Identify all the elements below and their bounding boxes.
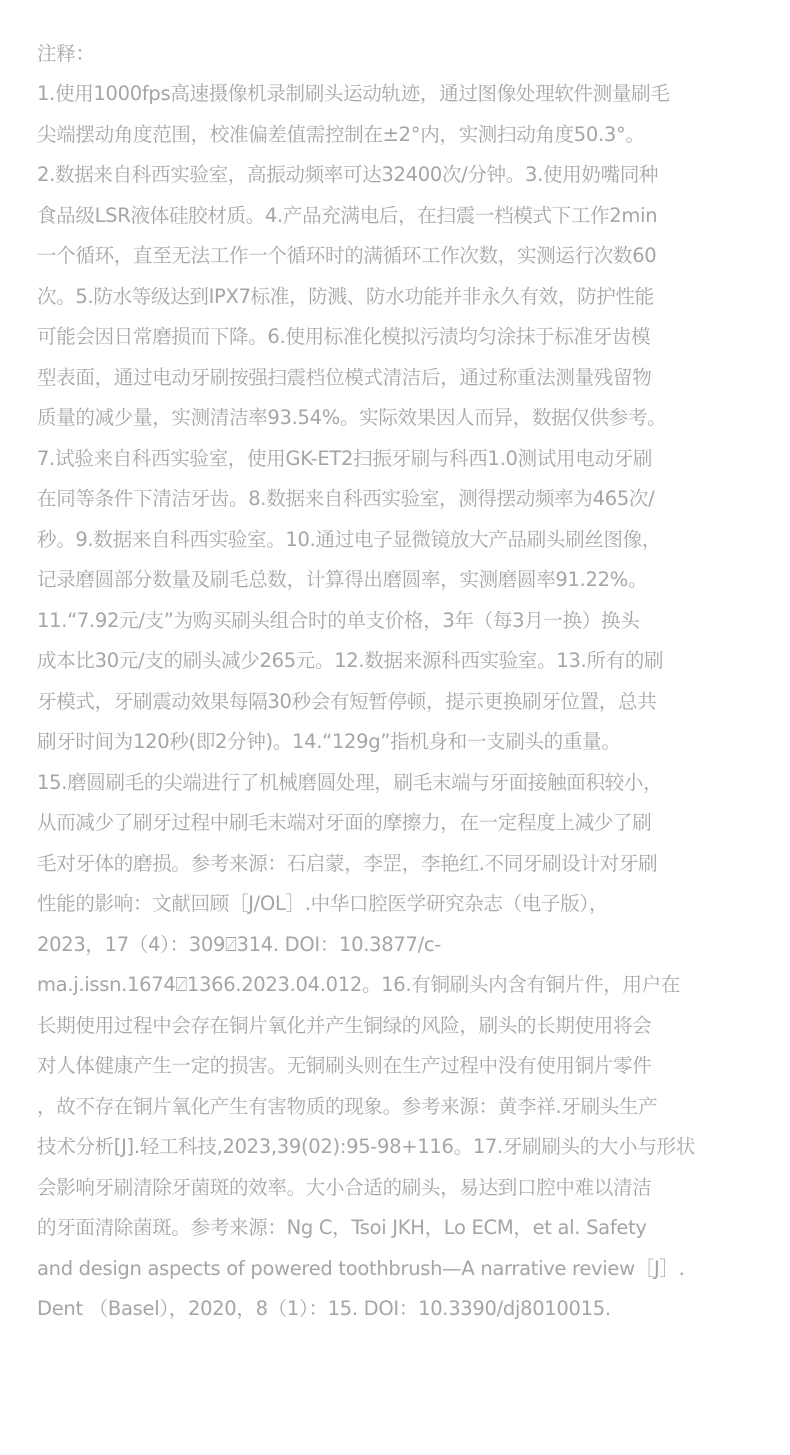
footnote-line: 成本比30元/支的刷头减少265元。12.数据来源科西实验室。13.所有的刷 xyxy=(37,649,664,672)
footnote-line: 2.数据来自科西实验室，高振动频率可达32400次/分钟。3.使用奶嘴同种 xyxy=(37,163,659,186)
footnote-line: 型表面，通过电动牙刷按强扫震档位模式清洁后，通过称重法测量残留物 xyxy=(37,365,652,389)
footnotes-title: 注释： xyxy=(37,42,95,65)
footnote-line: Dent （Basel），2020，8（1）：15. DOI：10.3390/dj8010015. xyxy=(37,1297,611,1320)
footnote-line: ，故不存在铜片氧化产生有害物质的现象。参考来源：黄李祥.牙刷头生产 xyxy=(37,1094,658,1118)
footnote-line: 次。5.防水等级达到IPX7标准，防溅、防水功能并非永久有效，防护性能 xyxy=(37,284,654,308)
footnote-line: 长期使用过程中会存在铜片氧化并产生铜绿的风险，刷头的长期使用将会 xyxy=(37,1013,652,1037)
footnote-line: 11.“7.92元/支”为购买刷头组合时的单支价格，3年（每3月一换）换头 xyxy=(37,608,640,632)
footnote-line: 2023，17（4）：309⍁314. DOI：10.3877/c- xyxy=(37,932,442,956)
footnote-line: 15.磨圆刷毛的尖端进行了机械磨圆处理，刷毛末端与牙面接触面积较小， xyxy=(37,770,663,794)
footnote-line: 从而减少了刷牙过程中刷毛末端对牙面的摩擦力，在一定程度上减少了刷 xyxy=(37,811,652,834)
footnote-line: 性能的影响：文献回顾［J/OL］.中华口腔医学研究杂志（电子版）， xyxy=(37,892,609,915)
footnote-line: 技术分析[J].轻工科技,2023,39(02):95-98+116。17.牙刷刷头的大小与形状 xyxy=(37,1135,695,1158)
footnote-line: 7.试验来自科西实验室，使用GK-ET2扫振牙刷与科西1.0测试用电动牙刷 xyxy=(37,446,653,470)
footnote-line: 在同等条件下清洁牙齿。8.数据来自科西实验室，测得摆动频率为465次/ xyxy=(37,487,655,510)
footnote-line: 毛对牙体的磨损。参考来源：石启蒙，李罡，李艳红.不同牙刷设计对牙刷 xyxy=(37,851,658,875)
footnote-line: 秒。9.数据来自科西实验室。10.通过电子显微镜放大产品刷头刷丝图像， xyxy=(37,527,662,551)
footnote-line: 质量的减少量，实测清洁率93.54%。实际效果因人而异，数据仅供参考。 xyxy=(37,406,667,429)
footnote-line: 记录磨圆部分数量及刷毛总数，计算得出磨圆率，实测磨圆率91.22%。 xyxy=(37,568,648,591)
footnote-line: 食品级LSR液体硅胶材质。4.产品充满电后，在扫震一档模式下工作2min xyxy=(37,203,658,227)
footnote-line: 对人体健康产生一定的损害。无铜刷头则在生产过程中没有使用铜片零件 xyxy=(37,1054,652,1077)
footnote-line: 牙模式，牙刷震动效果每隔30秒会有短暂停顿，提示更换刷牙位置，总共 xyxy=(37,689,657,713)
footnotes xyxy=(37,40,753,1336)
footnotes-body xyxy=(37,80,753,1336)
footnote-line: 可能会因日常磨损而下降。6.使用标准化模拟污渍均匀涂抹于标准牙齿模 xyxy=(37,325,651,348)
footnote-line: 尖端摆动角度范围，校准偏差值需控制在±2°内，实测扫动角度50.3°。 xyxy=(37,122,645,146)
footnote-line: 1.使用1000fps高速摄像机录制刷头运动轨迹，通过图像处理软件测量刷毛 xyxy=(37,82,670,105)
footnote-line: 的牙面清除菌斑。参考来源：Ng C，Tsoi JKH，Lo ECM，et al. Safety xyxy=(37,1216,647,1239)
footnote-line: ma.j.issn.1674⍁1366.2023.04.012。16.有铜刷头内含有铜片件，用户在 xyxy=(37,973,681,996)
footnote-line: 刷牙时间为120秒(即2分钟)。14.“129g”指机身和一支刷头的重量。 xyxy=(37,730,621,753)
footnote-line: 一个循环，直至无法工作一个循环时的满循环工作次数，实测运行次数60 xyxy=(37,244,657,267)
footnote-line: 会影响牙刷清除牙菌斑的效率。大小合适的刷头，易达到口腔中难以清洁 xyxy=(37,1175,652,1199)
footnote-line: and design aspects of powered toothbrush—A narrative review［J］. xyxy=(37,1256,685,1280)
